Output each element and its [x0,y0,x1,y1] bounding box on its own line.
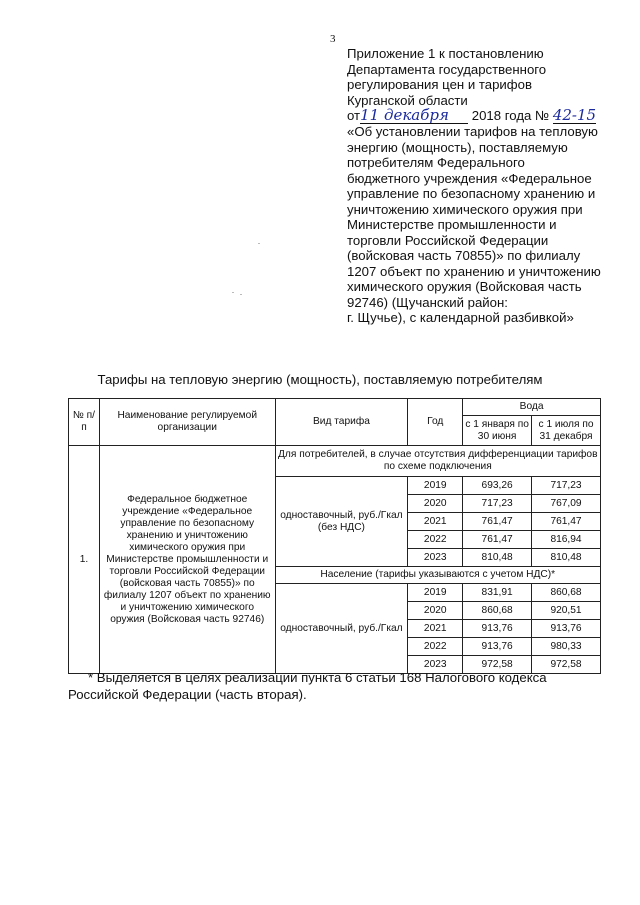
scan-speck [232,292,234,293]
tariff-value-first-half: 810,48 [463,549,532,567]
header-period-second-half: с 1 июля по 31 декабря [532,416,601,446]
tariff-value-first-half: 761,47 [463,513,532,531]
resolution-title-line: г. Щучье), с календарной разбивкой» [347,310,574,325]
tariff-value-second-half: 913,76 [532,620,601,638]
group-title: Для потребителей, в случае отсутствия дифференциации тарифов по схеме подключения [275,446,600,477]
date-underline [360,108,468,124]
tariff-value-first-half: 913,76 [463,620,532,638]
resolution-title-line: управление по безопасному хранению и [347,186,596,201]
appendix-header [347,46,615,326]
year-cell: 2019 [408,584,463,602]
resolution-title-line: уничтожению химического оружия при [347,201,583,217]
scan-speck [258,243,260,244]
tariff-value-second-half: 980,33 [532,638,601,656]
tariff-value-second-half: 920,51 [532,602,601,620]
number-underline [553,108,596,124]
tariff-table [68,398,601,674]
resolution-title-line: (войсковая часть 70855)» по филиалу [347,248,581,263]
footnote-line: * Выделяется в целях реализации пункта 6 статьи 168 Налогового кодекса [88,670,547,685]
tariff-value-second-half: 761,47 [532,513,601,531]
tariff-value-second-half: 717,23 [532,477,601,495]
tariff-value-first-half: 717,23 [463,495,532,513]
year-cell: 2022 [408,531,463,549]
header-organization: Наименование регулируемой организации [99,399,275,446]
appendix-line: Курганской области [347,92,468,108]
tariff-type: одноставочный, руб./Гкал (без НДС) [275,477,408,567]
year-cell: 2019 [408,477,463,495]
year-cell: 2023 [408,549,463,567]
resolution-date-line [347,108,615,124]
resolution-title-line: Министерстве промышленности и [347,217,557,232]
group-title: Население (тарифы указываются с учетом НДС)* [275,567,600,584]
resolution-title-line: торговли Российской Федерации [347,232,549,248]
header-number: № п/п [69,399,100,446]
resolution-title [347,124,615,326]
tariff-value-second-half: 972,58 [532,656,601,674]
resolution-title-line: потребителям Федерального [347,155,525,170]
resolution-title-line: «Об установлении тарифов на тепловую [347,124,598,139]
header-year: Год [408,399,463,446]
header-water: Вода [463,399,601,416]
tariff-value-first-half: 913,76 [463,638,532,656]
tariff-value-first-half: 972,58 [463,656,532,674]
group-title-row [69,446,601,477]
tariff-value-second-half: 860,68 [532,584,601,602]
tariff-value-first-half: 860,68 [463,602,532,620]
tariff-value-second-half: 810,48 [532,549,601,567]
scan-speck [240,294,242,295]
year-cell: 2023 [408,656,463,674]
resolution-title-line: энергию (мощность), поставляемую [347,139,568,155]
year-cell: 2021 [408,513,463,531]
header-period-first-half: с 1 января по 30 июня [463,416,532,446]
year-cell: 2021 [408,620,463,638]
page-number: 3 [330,33,336,45]
resolution-title-line: химического оружия (Войсковая часть [347,279,582,294]
resolution-title-line: 1207 объект по хранению и уничтожению [347,263,601,279]
tariff-value-first-half: 693,26 [463,477,532,495]
year-cell: 2020 [408,602,463,620]
footnote-line: Российской Федерации (часть вторая). [68,687,307,702]
tariff-value-second-half: 767,09 [532,495,601,513]
date-prefix: от [347,108,361,123]
tariff-value-first-half: 761,47 [463,531,532,549]
resolution-title-line: бюджетного учреждения «Федеральное [347,170,592,186]
header-tariff-type: Вид тарифа [275,399,408,446]
date-year: 2018 года № [471,108,550,123]
handwritten-date: 11 декабря [360,106,449,124]
tariff-value-second-half: 816,94 [532,531,601,549]
tariff-type: одноставочный, руб./Гкал [275,584,408,674]
resolution-title-line: 92746) (Щучанский район: [347,294,508,310]
appendix-line: Приложение 1 к постановлению [347,46,544,61]
appendix-line: Департамента государственного [347,61,547,77]
appendix-line: регулирования цен и тарифов [347,77,532,92]
row-number: 1. [69,446,100,674]
tariff-value-first-half: 831,91 [463,584,532,602]
year-cell: 2020 [408,495,463,513]
footnote [68,669,602,703]
year-cell: 2022 [408,638,463,656]
organization-name: Федеральное бюджетное учреждение «Федеральное управление по безопасному хранению и уничтожению химического оружия при Министерстве промышленности и торговли Российской Федерации (войсковая часть 70855)» по филиалу 1207 объект по хранению и уничтожению химического оружия (Войсковая часть 92746) [99,446,275,674]
table-title: Тарифы на тепловую энергию (мощность), поставляемую потребителям [97,372,543,387]
handwritten-number: 42-15 [552,106,597,124]
